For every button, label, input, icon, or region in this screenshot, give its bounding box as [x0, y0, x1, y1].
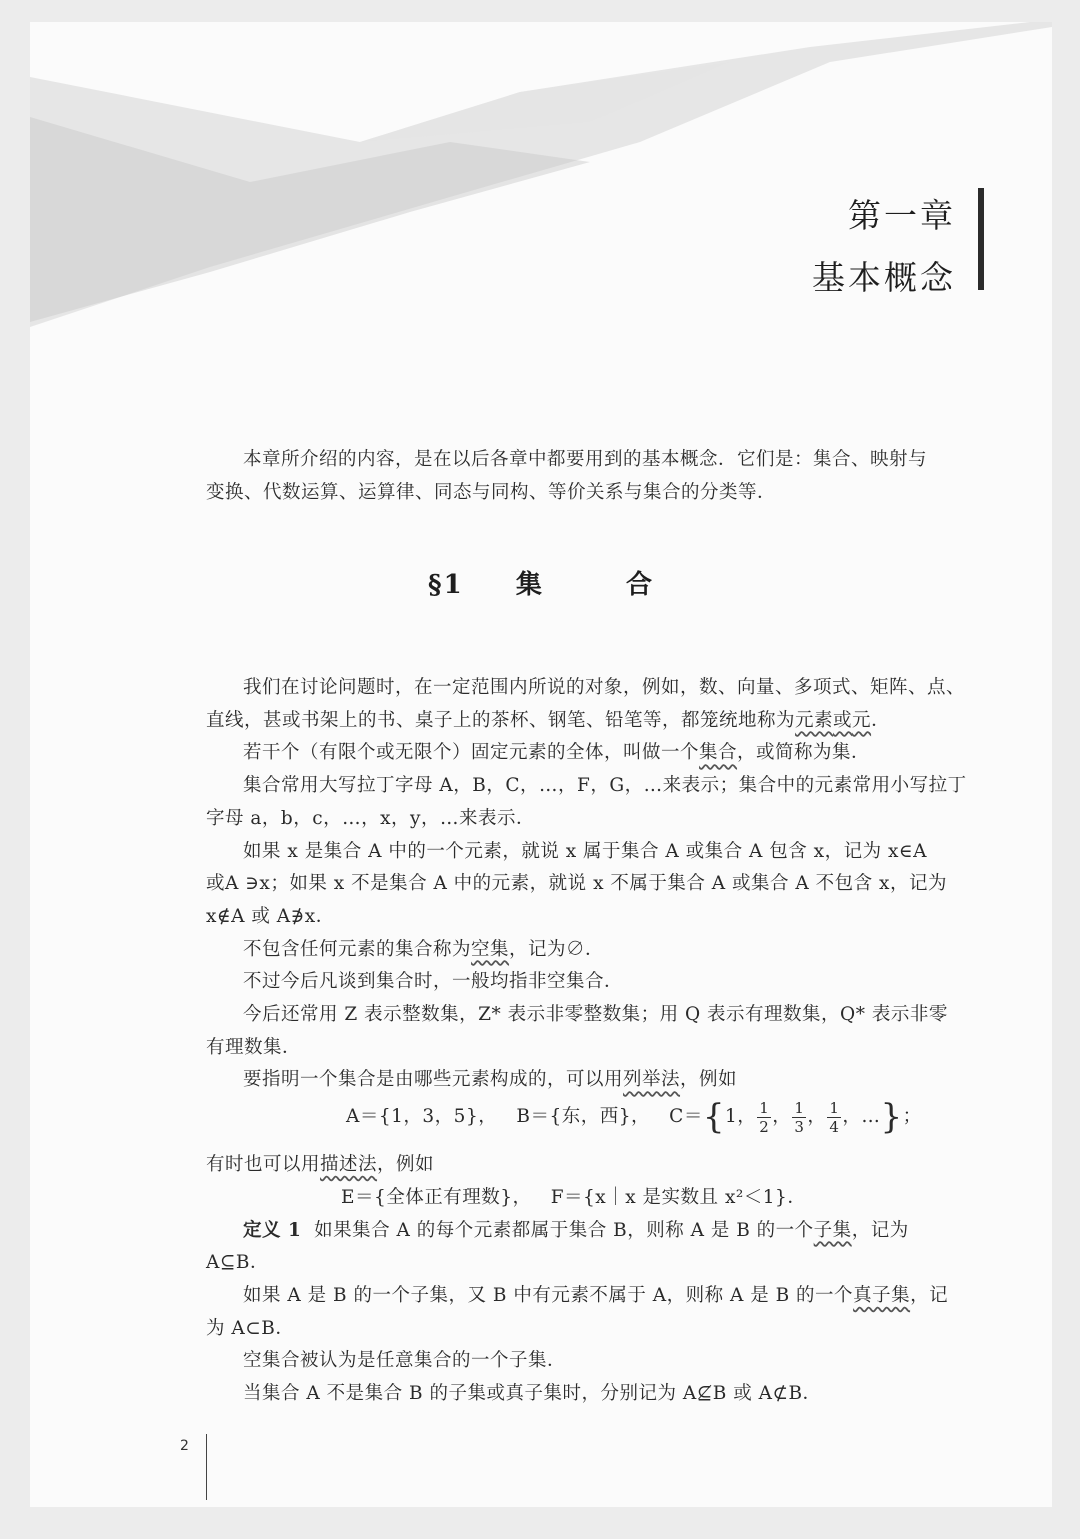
section-title-part-2: 合	[625, 570, 654, 600]
term-subset: 子集	[813, 1219, 852, 1241]
term-description: 描述法	[320, 1154, 378, 1176]
definition-label: 定义 1	[243, 1219, 302, 1241]
p1-line-1: 我们在讨论问题时，在一定范围内所说的对象，例如，数、向量、多项式、矩阵、点、	[243, 677, 966, 698]
p1-line-2: 直线，甚或书架上的书、桌子上的茶杯、钢笔、铅笔等，都笼统地称为元素或元．	[206, 709, 891, 731]
definition-1-line-2: A⊆B．	[206, 1252, 269, 1274]
p4-line-2: 或A ∋x；如果 x 不是集合 A 中的元素，就说 x 不属于集合 A 或集合 A 不包含 x，记为	[206, 873, 947, 895]
term-yuan: 元	[852, 709, 872, 731]
term-empty-set: 空集	[471, 938, 510, 960]
p4-line-3: x∉A 或 A∌x．	[206, 905, 335, 927]
fraction-1-4: $\frac{1}{4}$	[829, 1098, 840, 1136]
p10-line-1: 如果 A 是 B 的一个子集，又 B 中有元素不属于 A，则称 A 是 B 的一个真子集，记	[243, 1284, 949, 1306]
p9-line: 有时也可以用描述法，例如	[206, 1154, 435, 1176]
formula-description: E＝{全体正有理数}， F＝{x｜x 是实数且 x²＜1}．	[341, 1186, 807, 1208]
definition-1-line-1: 定义 1 如果集合 A 的每个元素都属于集合 B，则称 A 是 B 的一个子集，记为	[243, 1219, 909, 1241]
fraction-1-2: $\frac{1}{2}$	[759, 1098, 770, 1136]
p4-line-1: 如果 x 是集合 A 中的一个元素，就说 x 属于集合 A 或集合 A 包含 x，记为 x∈A	[243, 840, 927, 862]
section-heading	[30, 564, 1052, 601]
intro-line-1: 本章所介绍的内容，是在以后各章中都要用到的基本概念．它们是：集合、映射与	[243, 449, 928, 470]
intro-line-2: 变换、代数运算、运算律、同态与同构、等价关系与集合的分类等．	[206, 481, 777, 503]
p8-line: 要指明一个集合是由哪些元素构成的，可以用列举法，例如	[243, 1069, 738, 1091]
term-enumeration: 列举法	[623, 1069, 681, 1091]
page-number: 2	[180, 1438, 189, 1454]
p2-line: 若干个（有限个或无限个）固定元素的全体，叫做一个集合，或简称为集．	[243, 742, 871, 764]
p12-line: 当集合 A 不是集合 B 的子集或真子集时，分别记为 A⊈B 或 A⊄B．	[243, 1383, 822, 1405]
section-title-part-1: 集	[515, 570, 544, 600]
chapter-bar	[978, 188, 984, 290]
p6-line: 不过今后凡谈到集合时，一般均指非空集合．	[243, 971, 624, 993]
p10-line-2: 为 A⊂B．	[206, 1317, 295, 1339]
fraction-1-3: $\frac{1}{3}$	[794, 1098, 805, 1136]
book-page	[30, 22, 1052, 1507]
p11-line: 空集合被认为是任意集合的一个子集．	[243, 1350, 567, 1372]
term-set: 集合	[699, 742, 738, 764]
p7-line-2: 有理数集．	[206, 1036, 302, 1058]
chapter-intro	[206, 444, 989, 509]
term-element: 元素	[795, 709, 834, 731]
p7-line-1: 今后还常用 Z 表示整数集，Z* 表示非零整数集；用 Q 表示有理数集，Q* 表示非零	[243, 1004, 948, 1026]
formula-enumeration: A＝{1，3，5}， B＝{东，西}， C＝{1， $\frac{1}{2}$ ， $\frac{1}{3}$ ， $\frac{1}{4}$ ，…}；	[346, 1097, 922, 1138]
chapter-number: 第一章	[848, 196, 956, 235]
p5-line: 不包含任何元素的集合称为空集，记为∅．	[243, 938, 605, 960]
page-rule	[206, 1434, 207, 1500]
p3-line-2: 字母 a，b，c，…，x，y，…来表示．	[206, 807, 535, 829]
chapter-title: 基本概念	[812, 258, 956, 297]
p3-line-1: 集合常用大写拉丁字母 A，B，C，…，F，G，…来表示；集合中的元素常用小写拉丁	[243, 775, 967, 797]
section-number: §1	[428, 570, 464, 600]
term-proper-subset: 真子集	[853, 1284, 911, 1306]
section-body	[206, 672, 989, 1411]
